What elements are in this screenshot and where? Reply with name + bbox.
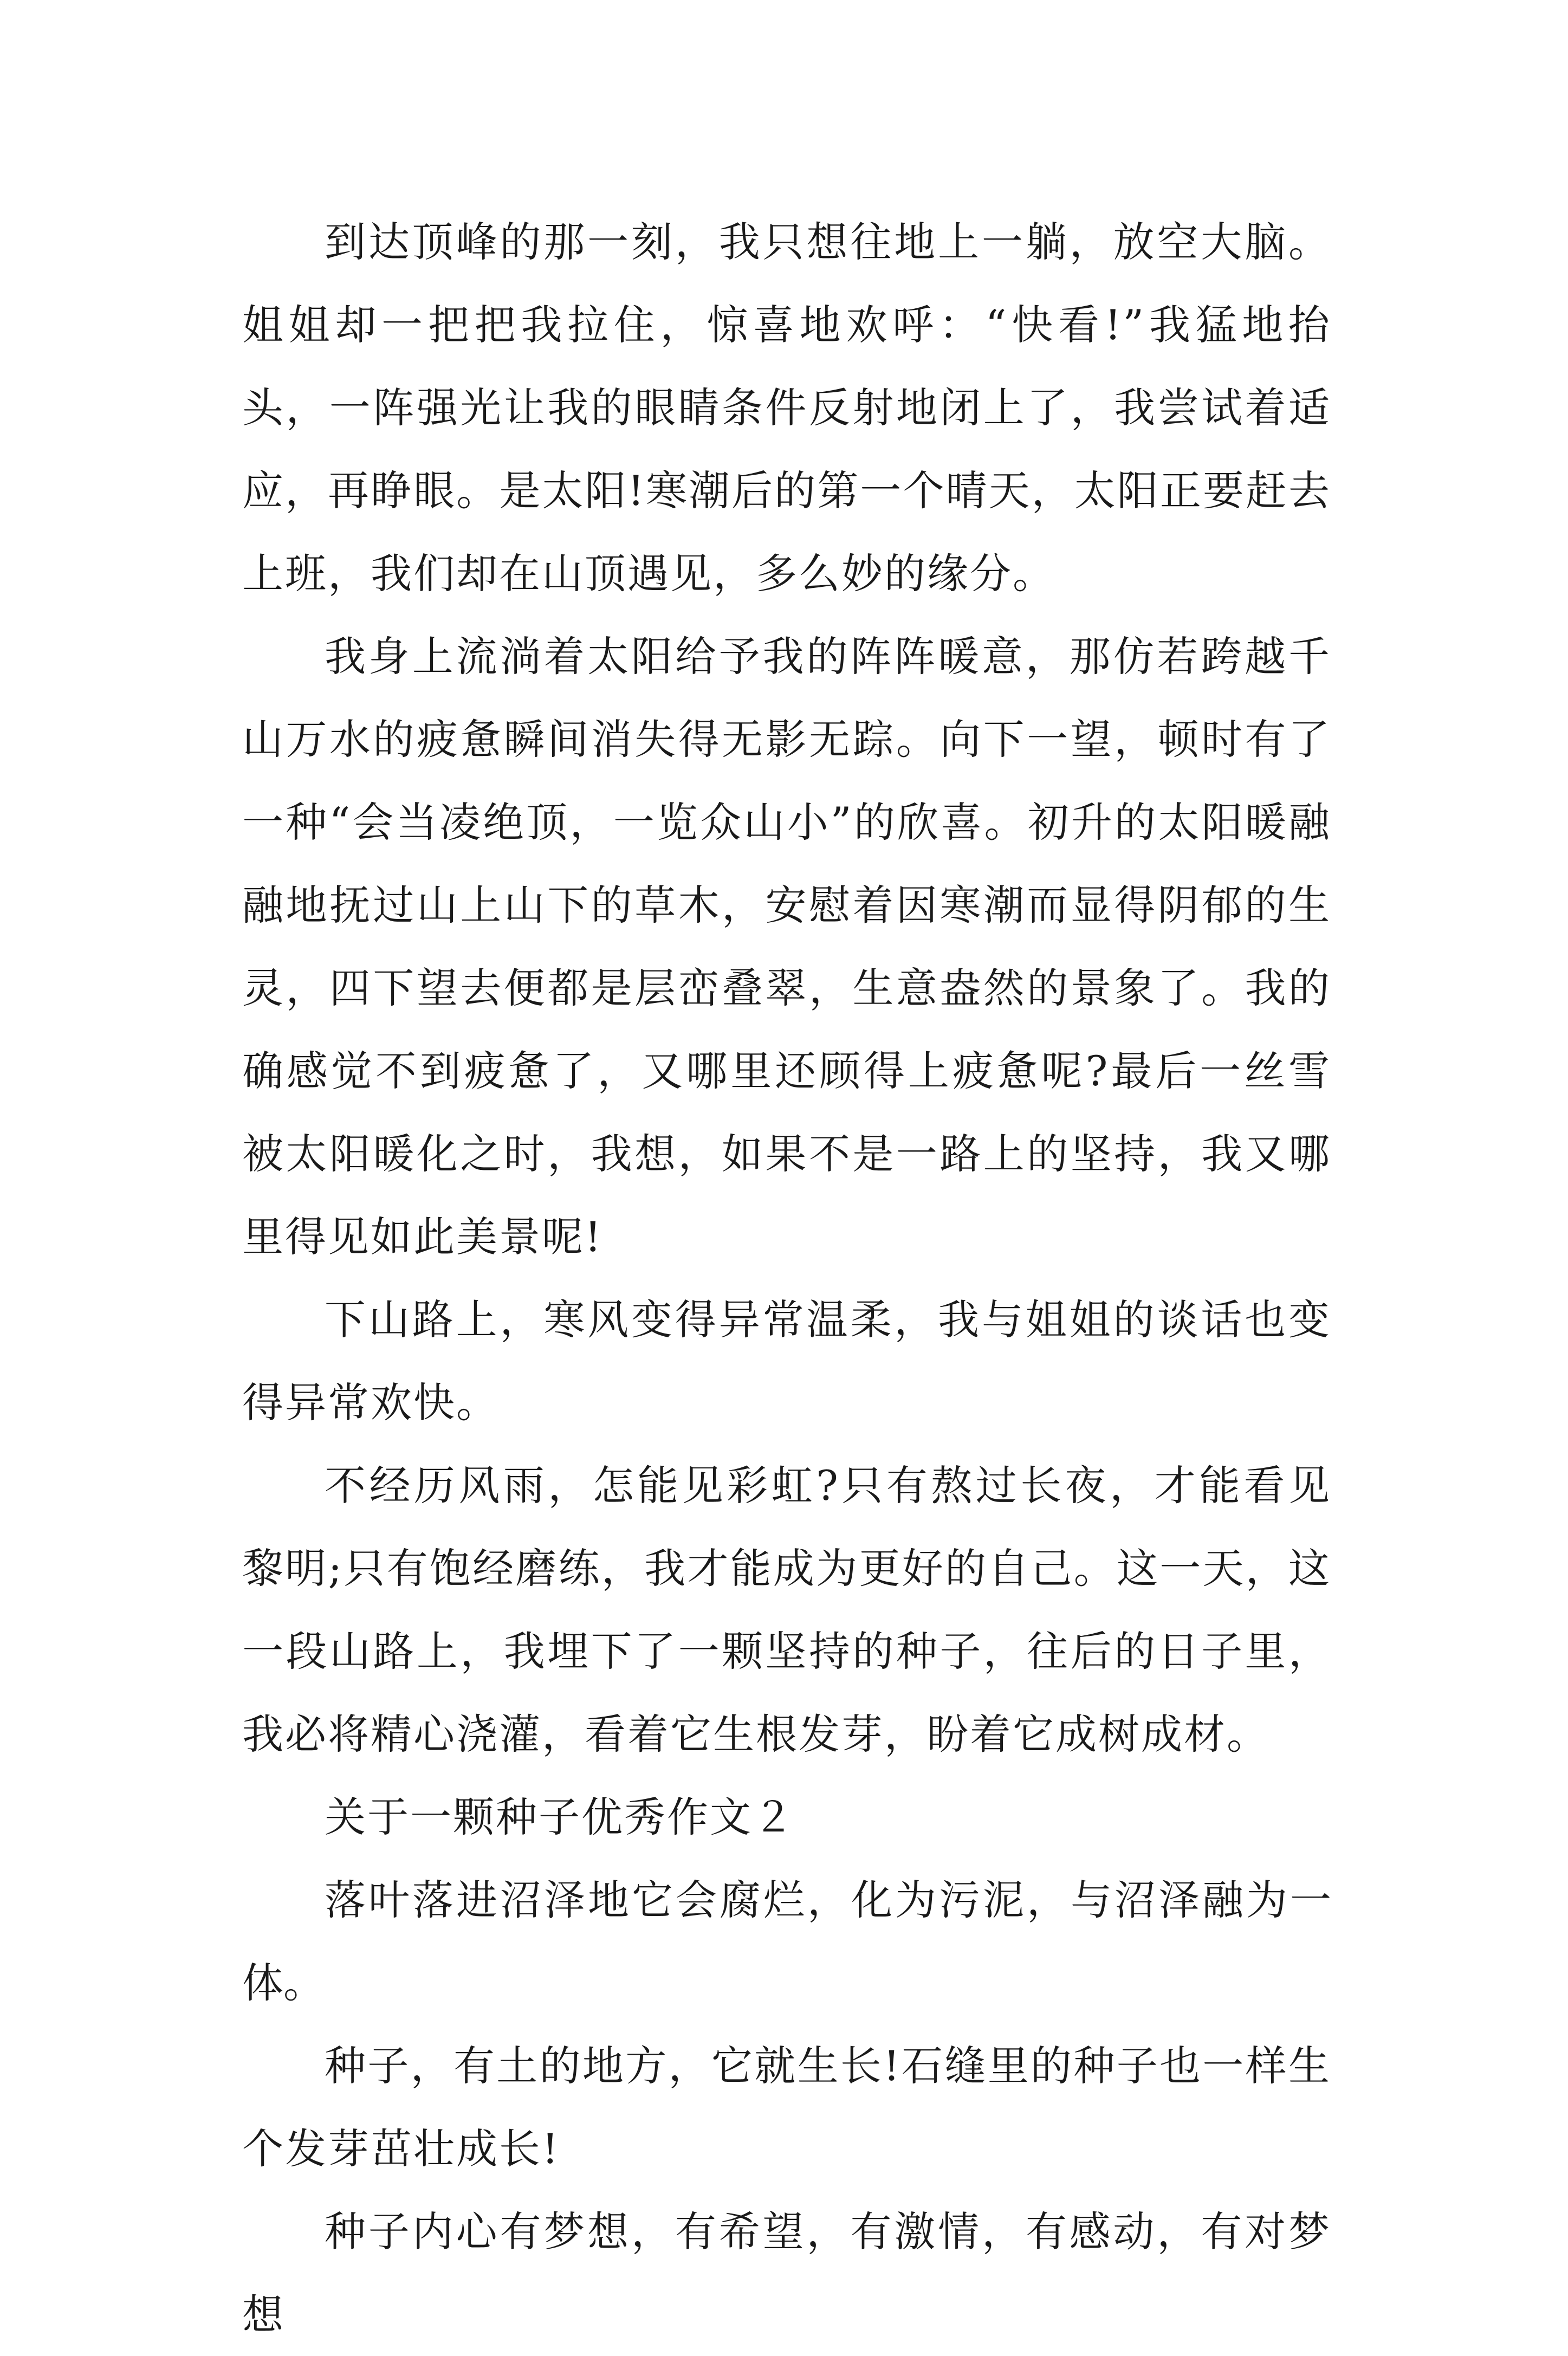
paragraph-sunlight: 我身上流淌着太阳给予我的阵阵暖意，那仿若跨越千山万水的疲惫瞬间消失得无影无踪。向下一望，顿时有了一种“会当凌绝顶，一览众山小”的欣喜。初升的太阳暖融融地抚过山上山下的草木，安慰着因寒潮而显得阴郁的生灵，四下望去便都是层峦叠翠，生意盎然的景象了。我的确感觉不到疲惫了，又哪里还顾得上疲惫呢?最后一丝雪被太阳暖化之时，我想，如果不是一路上的坚持，我又哪里得见如此美景呢! — [242, 632, 1331, 1261]
paragraph-seed-grows: 种子，有土的地方，它就生长!石缝里的种子也一样生个发芽茁壮成长! — [242, 2042, 1331, 2173]
paragraph-reflection: 不经历风雨，怎能见彩虹?只有熬过长夜，才能看见黎明;只有饱经磨练，我才能成为更好的自己。这一天，这一段山路上，我埋下了一颗坚持的种子，往后的日子里，我必将精心浇灌，看着它生根发芽，盼着它成树成材。 — [242, 1461, 1331, 1758]
section-title: 关于一颗种子优秀作文２ — [325, 1793, 795, 1841]
paragraph-fallen-leaf: 落叶落进沼泽地它会腐烂，化为污泥，与沼泽融为一体。 — [242, 1876, 1331, 2007]
paragraph-descent: 下山路上，寒风变得异常温柔，我与姐姐的谈话也变得异常欢快。 — [242, 1296, 1331, 1427]
paragraph-seed-dreams: 种子内心有梦想，有希望，有激情，有感动，有对梦想 — [242, 2208, 1331, 2339]
paragraph-summit: 到达顶峰的那一刻，我只想往地上一躺，放空大脑。姐姐却一把把我拉住，惊喜地欢呼：“快看!”我猛地抬头，一阵强光让我的眼睛条件反射地闭上了，我尝试着适应，再睁眼。是太阳!寒潮后的第一个晴天，太阳正要赶去上班，我们却在山顶遇见，多么妙的缘分。 — [242, 218, 1331, 598]
document-body — [242, 200, 1331, 2356]
